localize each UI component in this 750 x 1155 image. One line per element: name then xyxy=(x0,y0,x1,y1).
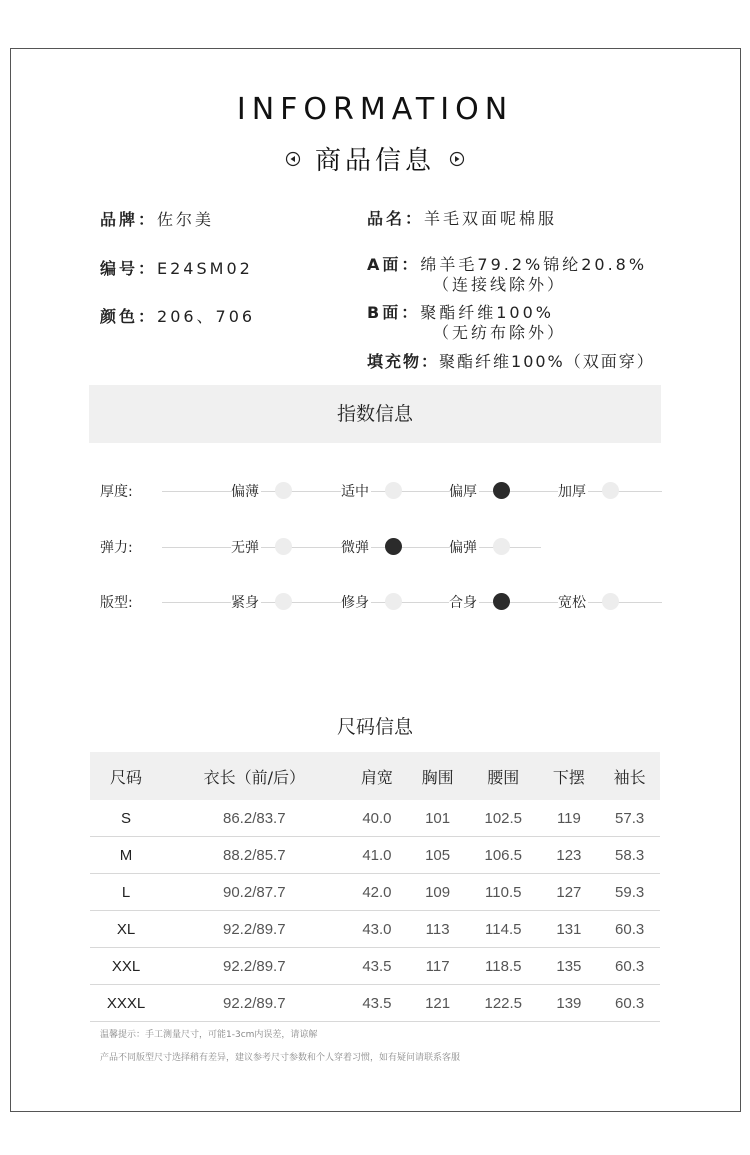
index-row-label: 弹力: xyxy=(100,540,133,556)
index-option xyxy=(449,590,511,614)
filling-label: 填充物： xyxy=(367,352,440,371)
left-arrow-icon xyxy=(285,151,301,167)
size-table-header-cell: 腰围 xyxy=(468,752,539,800)
table-cell: 109 xyxy=(407,874,468,911)
selected-dot-icon xyxy=(493,593,510,610)
size-table-header-cell: 尺码 xyxy=(90,752,162,800)
index-row xyxy=(100,479,662,503)
table-cell: 88.2/85.7 xyxy=(162,837,347,874)
unselected-dot-icon xyxy=(275,538,292,555)
size-table-body xyxy=(90,800,660,1022)
table-cell: 118.5 xyxy=(468,948,539,985)
table-cell: 113 xyxy=(407,911,468,948)
index-option-label: 偏弹 xyxy=(449,537,479,557)
unselected-dot-icon xyxy=(602,593,619,610)
index-option-label: 无弹 xyxy=(231,537,261,557)
index-row-label: 版型: xyxy=(100,595,133,611)
table-cell: 92.2/89.7 xyxy=(162,948,347,985)
index-row-label: 厚度: xyxy=(100,484,133,500)
index-option xyxy=(558,590,620,614)
title-english: INFORMATION xyxy=(236,92,514,127)
index-option-label: 偏薄 xyxy=(231,481,261,501)
index-row xyxy=(100,535,662,559)
note-line-2: 产品不同版型尺寸选择稍有差异，建议参考尺寸参数和个人穿着习惯，如有疑问请联系客服 xyxy=(100,1053,461,1063)
table-cell: 43.5 xyxy=(347,948,408,985)
code-label: 编号： xyxy=(100,259,158,278)
index-option xyxy=(231,535,293,559)
name-value: 羊毛双面呢棉服 xyxy=(424,209,558,228)
filling-value: 聚酯纤维100%（双面穿） xyxy=(439,352,655,371)
brand-value: 佐尔美 xyxy=(157,210,215,229)
table-cell: 57.3 xyxy=(599,800,660,837)
name-label: 品名： xyxy=(367,209,425,228)
index-option xyxy=(231,590,293,614)
table-cell: XL xyxy=(90,911,162,948)
unselected-dot-icon xyxy=(385,482,402,499)
table-row xyxy=(90,874,660,911)
index-option-label: 修身 xyxy=(341,592,371,612)
table-row xyxy=(90,948,660,985)
index-option xyxy=(231,479,293,503)
unselected-dot-icon xyxy=(385,593,402,610)
size-table xyxy=(90,752,660,1022)
table-row xyxy=(90,800,660,837)
selected-dot-icon xyxy=(385,538,402,555)
side-b-row xyxy=(367,303,566,343)
table-cell: 60.3 xyxy=(599,911,660,948)
right-arrow-icon xyxy=(449,151,465,167)
code-row xyxy=(100,256,253,279)
side-b-label: B面： xyxy=(367,303,421,322)
index-option xyxy=(449,479,511,503)
table-cell: 60.3 xyxy=(599,985,660,1022)
color-label: 颜色： xyxy=(100,307,158,326)
table-cell: M xyxy=(90,837,162,874)
brand-row xyxy=(100,207,214,230)
index-row xyxy=(100,590,662,614)
table-cell: 105 xyxy=(407,837,468,874)
table-cell: XXL xyxy=(90,948,162,985)
side-a-value: 绵羊毛79.2%锦纶20.8% xyxy=(420,255,648,274)
index-option-label: 偏厚 xyxy=(449,481,479,501)
table-cell: 117 xyxy=(407,948,468,985)
table-cell: 131 xyxy=(539,911,600,948)
unselected-dot-icon xyxy=(493,538,510,555)
color-row xyxy=(100,304,255,327)
name-row xyxy=(367,206,557,229)
title-chinese: 商品信息 xyxy=(314,146,435,176)
index-option-label: 合身 xyxy=(449,592,479,612)
size-table-header-cell: 胸围 xyxy=(407,752,468,800)
brand-label: 品牌： xyxy=(100,210,158,229)
size-table-header xyxy=(90,752,660,800)
table-row xyxy=(90,911,660,948)
index-option-label: 加厚 xyxy=(558,481,588,501)
table-cell: L xyxy=(90,874,162,911)
side-a-label: A面： xyxy=(367,255,421,274)
color-value: 206、706 xyxy=(157,307,256,326)
index-option xyxy=(449,535,511,559)
index-option xyxy=(341,590,403,614)
index-option-label: 微弹 xyxy=(341,537,371,557)
table-cell: 43.0 xyxy=(347,911,408,948)
table-cell: 58.3 xyxy=(599,837,660,874)
index-option-label: 紧身 xyxy=(231,592,261,612)
table-row xyxy=(90,837,660,874)
table-cell: 59.3 xyxy=(599,874,660,911)
table-row xyxy=(90,985,660,1022)
index-option xyxy=(341,535,403,559)
table-cell: 123 xyxy=(539,837,600,874)
title-chinese-group xyxy=(0,140,750,177)
unselected-dot-icon xyxy=(602,482,619,499)
table-cell: 86.2/83.7 xyxy=(162,800,347,837)
table-cell: 122.5 xyxy=(468,985,539,1022)
table-cell: 43.5 xyxy=(347,985,408,1022)
side-b-value: 聚酯纤维100% xyxy=(420,303,554,322)
size-section-title: 尺码信息 xyxy=(336,716,413,738)
table-cell: 101 xyxy=(407,800,468,837)
index-option xyxy=(341,479,403,503)
side-a-note: （连接线除外） xyxy=(433,275,567,294)
index-option xyxy=(558,479,620,503)
table-cell: 60.3 xyxy=(599,948,660,985)
table-cell: 102.5 xyxy=(468,800,539,837)
table-cell: 90.2/87.7 xyxy=(162,874,347,911)
index-option-label: 适中 xyxy=(341,481,371,501)
size-table-header-cell: 衣长（前/后） xyxy=(162,752,347,800)
table-cell: S xyxy=(90,800,162,837)
side-a-row xyxy=(367,255,647,295)
index-option-label: 宽松 xyxy=(558,592,588,612)
table-cell: 41.0 xyxy=(347,837,408,874)
filling-row xyxy=(367,349,655,372)
note-line-1: 温馨提示：手工测量尺寸，可能1-3cm内误差，请谅解 xyxy=(100,1030,318,1040)
size-table-header-cell: 下摆 xyxy=(539,752,600,800)
table-cell: 40.0 xyxy=(347,800,408,837)
table-cell: 127 xyxy=(539,874,600,911)
table-cell: 92.2/89.7 xyxy=(162,911,347,948)
table-cell: 139 xyxy=(539,985,600,1022)
code-value: E24SM02 xyxy=(157,259,253,278)
table-cell: 42.0 xyxy=(347,874,408,911)
unselected-dot-icon xyxy=(275,482,292,499)
size-table-header-cell: 肩宽 xyxy=(347,752,408,800)
unselected-dot-icon xyxy=(275,593,292,610)
index-section-title: 指数信息 xyxy=(89,385,661,443)
table-cell: 119 xyxy=(539,800,600,837)
selected-dot-icon xyxy=(493,482,510,499)
table-cell: 106.5 xyxy=(468,837,539,874)
size-table-header-cell: 袖长 xyxy=(599,752,660,800)
side-b-note: （无纺布除外） xyxy=(433,323,567,342)
table-cell: 135 xyxy=(539,948,600,985)
table-cell: 121 xyxy=(407,985,468,1022)
table-cell: 92.2/89.7 xyxy=(162,985,347,1022)
table-cell: 110.5 xyxy=(468,874,539,911)
table-cell: XXXL xyxy=(90,985,162,1022)
table-cell: 114.5 xyxy=(468,911,539,948)
